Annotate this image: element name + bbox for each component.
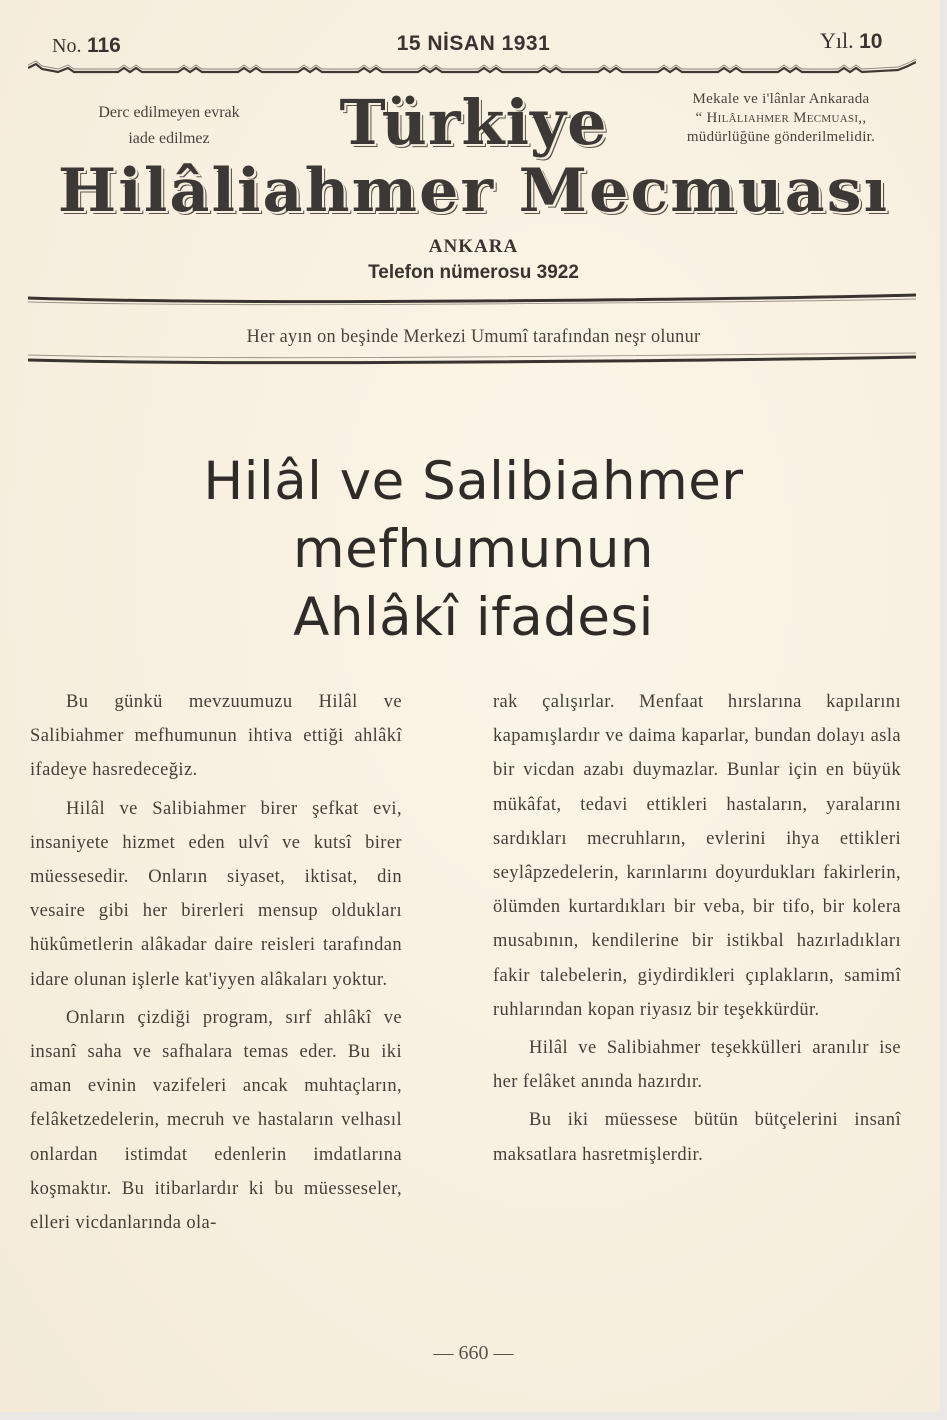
article-column-left (30, 685, 402, 1240)
paragraph: Hilâl ve Salibiahmer teşekkülleri aranılır ise her felâket anında hazırdır. (493, 1038, 901, 1093)
submission-note-line-2: iade edilmez (128, 130, 210, 147)
article-title-line-2: mefhumunun (292, 519, 655, 580)
publication-tagline: Her ayın on beşinde Merkezi Umumî tarafından neşr olunur (246, 326, 701, 347)
issue-label: No. (52, 35, 82, 57)
issue-number-value: 116 (86, 34, 121, 57)
article-column-right (493, 685, 901, 1172)
masthead-rule-bottom (28, 352, 916, 366)
submission-note-line-1: Derc edilmeyen evrak (98, 104, 240, 121)
masthead-title-line-2: Hilâliahmer Mecmuası (57, 156, 890, 226)
year-number: 10 (859, 30, 883, 53)
paragraph: rak çalışırlar. Menfaat hırslarına kapılarını kapamışlardır ve daima kaparlar, bundan dolayı asla bir vicdan azabı duymazlar. Bunlar için en büyük mükâfat, tedavi ettikleri hastaların, yaralarını sardıkları mecruhların, evlerini ihya ettikleri seylâpzedelerin, karınlarını doyurdukları fakirlerin, ölümden kurtardıkları bir veba, bir tifo, bir kolera musabının, kendilerine bir istikbal hazırladıkları fakir talebelerin, giydirdikleri çıplakların, samimî ruhlarından kopan riyasız bir teşekkürdür. (493, 692, 901, 1020)
volume-year (820, 28, 882, 54)
masthead-phone: Telefon nümerosu 3922 (368, 262, 579, 283)
correspondence-note-line-2: “ Hilâliahmer Mecmuası,, (695, 110, 867, 126)
paragraph: Onların çizdiği program, sırf ahlâkî ve insanî saha ve safhalara temas eder. Bu iki aman evinin vazifeleri ancak muhtaçların, felâketzedelerin, mecruh ve hastaların velhasıl onlardan istimdat edenlerin imdatlarına koşmaktır. Bu itibarlardır ki bu müesseseler, elleri vicdanlarında ola- (30, 1007, 402, 1234)
paragraph: Hilâl ve Salibiahmer birer şefkat evi, insaniyete hizmet eden ulvî ve kutsî birer müessesedir. Onların siyaset, iktisat, din vesaire gibi her birerleri mensup oldukları hükûmetlerin alâkadar daire reisleri tarafından idare olunan işlerle kat'iyyen alâkaları yoktur. (30, 798, 402, 990)
paragraph: Bu iki müessese bütün bütçelerini insanî maksatlara hasretmişlerdir. (493, 1110, 901, 1165)
masthead-title-line-1: Türkiye (339, 86, 608, 159)
correspondence-note (636, 90, 926, 147)
year-label: Yıl. (820, 28, 854, 53)
article-title-line-3: Ahlâkî ifadesi (293, 587, 654, 648)
correspondence-note-line-3: müdürlüğüne gönderilmelidir. (686, 129, 876, 145)
masthead-rule-top (28, 292, 916, 306)
correspondence-note-line-1: Mekale ve i'lânlar Ankarada (692, 91, 870, 107)
article-title-line-1: Hilâl ve Salibiahmer (203, 451, 744, 512)
page-number: — 660 — (433, 1342, 514, 1364)
ornamental-wavy-rule (28, 58, 916, 80)
article-title (0, 448, 947, 652)
paragraph: Bu günkü mevzuumuzu Hilâl ve Salibiahmer mefhumunun ihtiva ettiği ahlâkî ifadeye hasredeceğiz. (30, 692, 402, 781)
masthead-city: ANKARA (428, 236, 519, 257)
issue-date: 15 NİSAN 1931 (396, 32, 551, 55)
